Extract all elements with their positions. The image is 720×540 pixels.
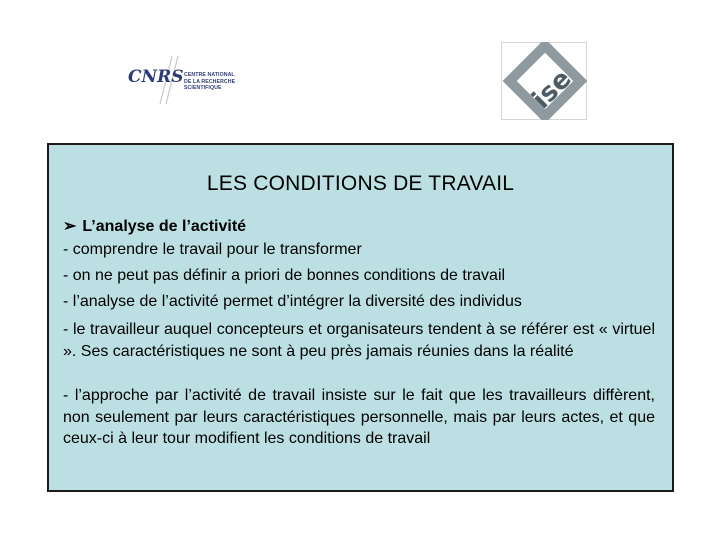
cnrs-logo: [126, 52, 234, 108]
bullet-line: - comprendre le travail pour le transformer: [63, 241, 362, 258]
ise-logo: [501, 42, 587, 120]
cnrs-caption-line: DE LA RECHERCHE: [184, 78, 236, 85]
bullet-line: - on ne peut pas définir a priori de bonnes conditions de travail: [63, 267, 506, 284]
bullet-line: - l’analyse de l’activité permet d’intégrer la diversité des individus: [63, 293, 522, 310]
cnrs-letters: CNRS: [128, 67, 184, 87]
bullet-paragraph: - le travailleur auquel concepteurs et organisateurs tendent à se référer est « virtuel ». Ses caractéristiques ne sont à peu près jamais réunies dans la réalité: [63, 321, 655, 360]
content-panel: [47, 143, 674, 492]
ise-logo-mark: [501, 42, 587, 120]
ise-letters: ise: [526, 64, 578, 115]
arrow-bullet-icon: ➢: [63, 218, 77, 235]
cnrs-caption-line: CENTRE NATIONAL: [184, 72, 235, 78]
cnrs-caption-line: SCIENTIFIQUE: [184, 85, 222, 92]
cnrs-caption: [184, 72, 235, 92]
slide-title: LES CONDITIONS DE TRAVAIL: [206, 172, 515, 195]
section-heading: [63, 216, 246, 236]
bullet-paragraph: - l’approche par l’activité de travail insiste sur le fait que les travailleurs diffèrent, non seulement par leurs caractéristiques personnelle, mais par leurs actes, et que ceux-ci à leur tour modifient les conditions de travail: [63, 387, 655, 447]
section-heading-text: L’analyse de l’activité: [82, 218, 247, 235]
